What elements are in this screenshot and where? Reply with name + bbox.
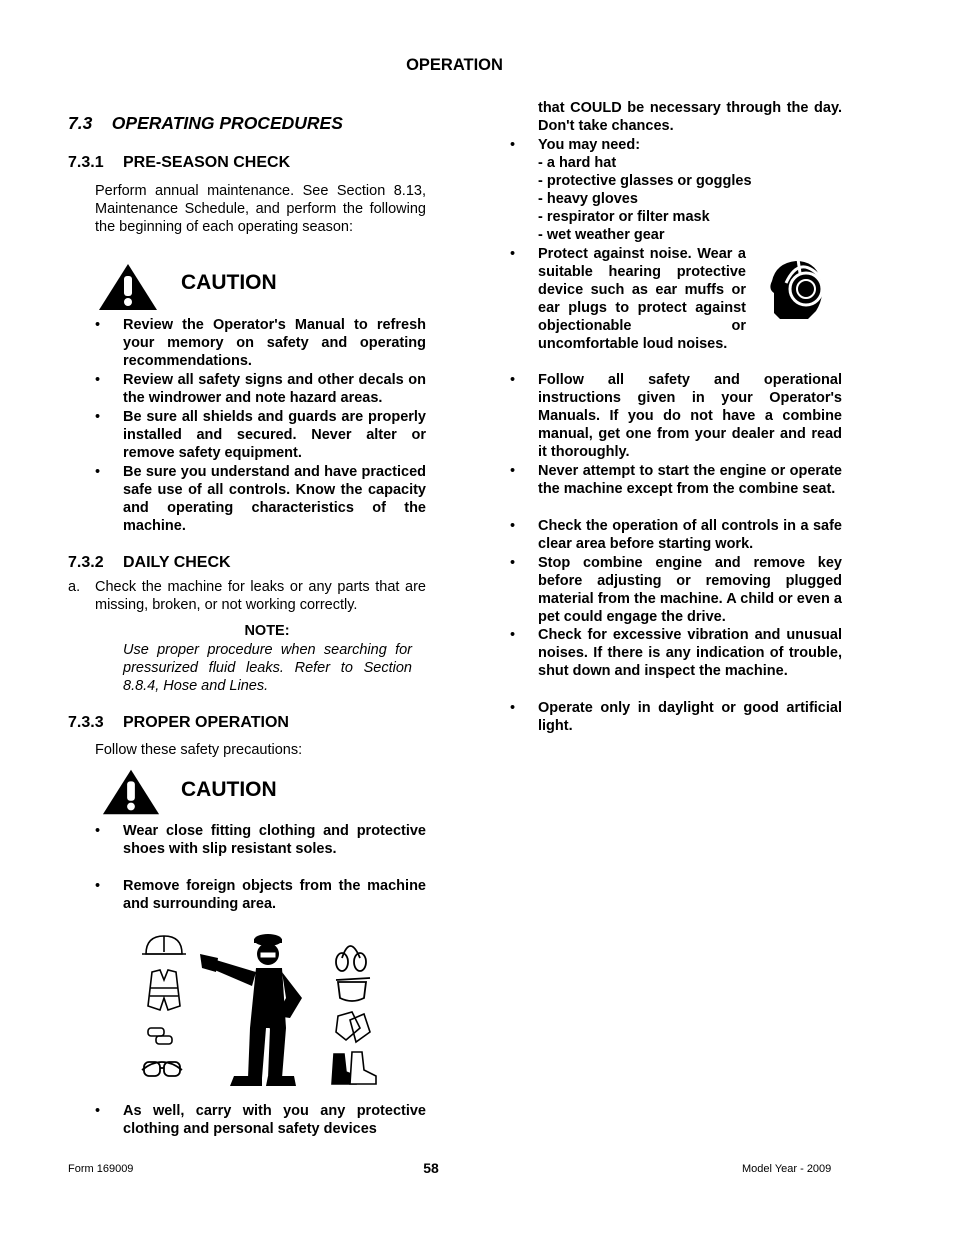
note-text: Use proper procedure when searching for pressurized fluid leaks. Refer to Section 8.8.4, Hose and Lines. xyxy=(123,642,412,695)
section-heading xyxy=(68,113,343,134)
list-item: • Never attempt to start the engine or operate the machine except from the combine seat. xyxy=(510,463,842,498)
list-item: • As well, carry with you any protective clothing and personal safety devices xyxy=(95,1103,426,1138)
page-number: 58 xyxy=(423,1160,439,1176)
hearing-protection-icon xyxy=(766,253,832,323)
warning-triangle-icon xyxy=(97,262,159,312)
daily-item-a: a. Check the machine for leaks or any parts that are missing, broken, or not working correctly. xyxy=(68,579,426,614)
preseason-intro: Perform annual maintenance. See Section 8.13, Maintenance Schedule, and perform the following the beginning of each operating season: xyxy=(95,183,426,236)
safety-gear-illustration xyxy=(138,928,383,1090)
list-item: • Stop combine engine and remove key before adjusting or removing plugged material from the machine. A child or even a pet could engage the drive. xyxy=(510,555,842,626)
list-item: • Be sure all shields and guards are properly installed and secured. Never alter or remove safety equipment. xyxy=(95,409,426,462)
page-header: OPERATION xyxy=(406,56,503,74)
ear-plugs-icon xyxy=(148,1028,172,1044)
need-item: - heavy gloves xyxy=(538,191,638,208)
section-title: OPERATING PROCEDURES xyxy=(111,113,343,133)
ear-muffs-icon xyxy=(336,946,366,971)
caution-banner-2 xyxy=(101,767,301,823)
warning-triangle-icon xyxy=(101,767,161,817)
list-item: • Wear close fitting clothing and protective shoes with slip resistant soles. xyxy=(95,823,426,858)
need-item: - respirator or filter mask xyxy=(538,209,710,226)
protected-worker-figure xyxy=(200,934,302,1086)
note-title: NOTE: xyxy=(244,623,290,639)
list-item: • Check the operation of all controls in a safe clear area before starting work. xyxy=(510,518,842,553)
list-item: • Be sure you understand and have practiced safe use of all controls. Know the capacity and operating characteristics of the machine. xyxy=(95,464,426,535)
hard-hat-icon xyxy=(142,936,186,954)
footer-form-number: Form 169009 xyxy=(68,1163,134,1175)
list-item: • Follow all safety and operational instructions given in your Operator's Manuals. If you do not have a combine manual, get one from your dealer and read it thoroughly. xyxy=(510,372,842,461)
gloves-icon xyxy=(336,1012,370,1042)
subsection-heading-daily: 7.3.2 DAILY CHECK xyxy=(68,554,231,571)
subsection-heading-preseason: 7.3.1 PRE-SEASON CHECK xyxy=(68,154,291,171)
respirator-icon xyxy=(336,978,370,1001)
caution-label-1: CAUTION xyxy=(181,271,277,294)
list-item: • Review the Operator's Manual to refresh your memory on safety and operating recommendations. xyxy=(95,317,426,370)
list-item: • Operate only in daylight or good artificial light. xyxy=(510,700,842,735)
need-item: - a hard hat xyxy=(538,155,617,172)
safety-vest-icon xyxy=(148,970,180,1010)
continuation-text: that COULD be necessary through the day. Don't take chances. xyxy=(538,100,842,135)
list-item-noise: • Protect against noise. Wear a suitable hearing protective device such as ear muffs or ear plugs to protect against objectionable or uncomfortable loud noises. xyxy=(538,245,842,354)
subsection-heading-proper: 7.3.3 PROPER OPERATION xyxy=(68,714,289,731)
need-item: - protective glasses or goggles xyxy=(538,173,752,190)
goggles-icon xyxy=(142,1062,182,1076)
caution-banner-1 xyxy=(97,262,297,318)
footer-model-year: Model Year - 2009 xyxy=(742,1163,832,1175)
proper-intro: Follow these safety precautions: xyxy=(95,742,303,758)
section-number: 7.3 xyxy=(68,113,93,133)
list-item: • Review all safety signs and other decals on the windrower and note hazard areas. xyxy=(95,372,426,407)
safety-boots-icon xyxy=(332,1052,376,1084)
need-item: - wet weather gear xyxy=(538,227,665,244)
list-item: • Check for excessive vibration and unusual noises. If there is any indication of trouble, shut down and inspect the machine. xyxy=(510,627,842,680)
list-item: • Remove foreign objects from the machine and surrounding area. xyxy=(95,878,426,913)
caution-label-2: CAUTION xyxy=(181,778,277,801)
list-item-you-may-need: • You may need: - a hard hat - protective glasses or goggles - heavy gloves - respirator or filter mask - wet weather gear xyxy=(538,136,842,245)
